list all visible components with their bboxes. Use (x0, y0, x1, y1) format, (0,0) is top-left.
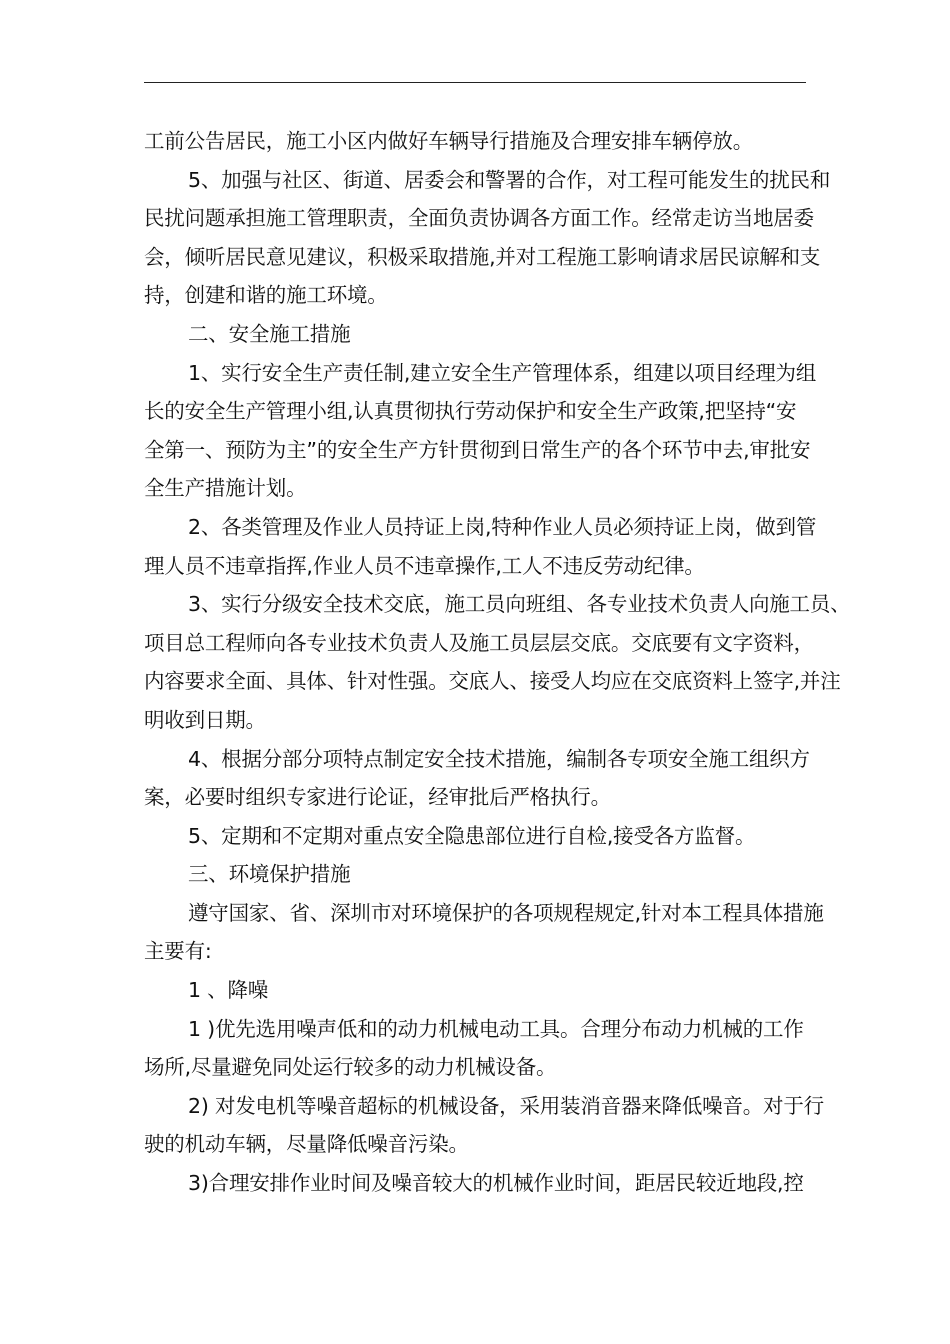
paragraph-line: 长的安全生产管理小组,认真贯彻执行劳动保护和安全生产政策,把坚持“安 (144, 399, 797, 424)
paragraph-line: 持，创建和谐的施工环境。 (144, 283, 388, 308)
paragraph-line: 全生产措施计划。 (144, 476, 307, 501)
paragraph-line: 5、加强与社区、街道、居委会和警署的合作，对工程可能发生的扰民和 (188, 167, 831, 192)
paragraph-line: 主要有: (144, 939, 212, 964)
paragraph-line: 工前公告居民，施工小区内做好车辆导行措施及合理安排车辆停放。 (144, 129, 753, 153)
paragraph-line: 4、根据分部分项特点制定安全技术措施，编制各专项安全施工组织方 (188, 746, 810, 771)
paragraph-line: 驶的机动车辆，尽量降低噪音污染。 (144, 1132, 469, 1157)
header-rule (144, 82, 806, 83)
paragraph-line: 1 )优先选用噪声低和的动力机械电动工具。合理分布动力机械的工作 (188, 1016, 804, 1041)
document-body (144, 122, 851, 1203)
paragraph-line: 遵守国家、省、深圳市对环境保护的各项规程规定,针对本工程具体措施 (188, 900, 824, 925)
paragraph-line: 3)合理安排作业时间及噪音较大的机械作业时间，距居民较近地段,控 (188, 1171, 804, 1196)
paragraph-line: 2、各类管理及作业人员持证上岗,特种作业人员必须持证上岗，做到管 (188, 514, 817, 539)
paragraph-line: 1 、降噪 (188, 978, 269, 1003)
paragraph-line: 民扰问题承担施工管理职责，全面负责协调各方面工作。经常走访当地居委 (144, 206, 814, 231)
paragraph-line: 明收到日期。 (144, 707, 266, 732)
paragraph-line: 1、实行安全生产责任制,建立安全生产管理体系，组建以项目经理为组 (188, 360, 817, 385)
paragraph-line: 项目总工程师向各专业技术负责人及施工员层层交底。交底要有文字资料， (144, 630, 814, 655)
paragraph-line: 场所,尽量避免同处运行较多的动力机械设备。 (144, 1055, 557, 1080)
paragraph-line: 理人员不违章指挥,作业人员不违章操作,工人不违反劳动纪律。 (144, 553, 705, 578)
paragraph-line: 内容要求全面、具体、针对性强。交底人、接受人均应在交底资料上签字,并注 (144, 669, 841, 694)
paragraph-line: 5、定期和不定期对重点安全隐患部位进行自检,接受各方监督。 (188, 823, 756, 848)
paragraph-line: 案，必要时组织专家进行论证，经审批后严格执行。 (144, 785, 611, 810)
paragraph-line: 二、安全施工措施 (188, 321, 351, 346)
paragraph-line: 2) 对发电机等噪音超标的机械设备，采用装消音器来降低噪音。对于行 (188, 1093, 824, 1118)
paragraph-line: 三、环境保护措施 (188, 862, 351, 887)
paragraph-line: 全第一、预防为主”的安全生产方针贯彻到日常生产的各个环节中去,审批安 (144, 437, 811, 462)
paragraph-line: 3、实行分级安全技术交底，施工员向班组、各专业技术负责人向施工员、 (188, 592, 851, 617)
paragraph-line: 会，倾听居民意见建议，积极采取措施,并对工程施工影响请求居民谅解和支 (144, 244, 821, 269)
